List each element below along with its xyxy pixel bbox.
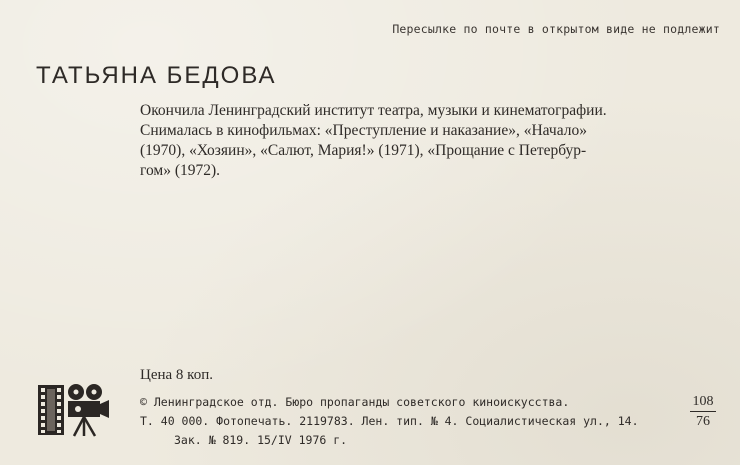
price-label: Цена 8 коп. (140, 367, 213, 383)
bio-line: Окончила Ленинградский институт театра, музыки и кинематографии. (140, 102, 607, 119)
imprint-line: Зак. № 819. 15/IV 1976 г. (174, 433, 348, 447)
bio-line: гом» (1972). (140, 162, 221, 179)
imprint-line: Т. 40 000. Фотопечать. 2119783. Лен. тип. № 4. Социалистическая ул., 14. (140, 414, 639, 428)
catalog-numerator: 108 (690, 394, 716, 412)
publisher-imprint (140, 393, 639, 450)
actress-name: ТАТЬЯНА БЕДОВА (36, 62, 277, 89)
bio-line: (1970), «Хозяин», «Салют, Мария!» (1971), «Прощание с Петербур- (140, 142, 587, 159)
bio-line: Снималась в кинофильмах: «Преступление и наказание», «Начало» (140, 122, 587, 139)
biography (140, 101, 720, 181)
catalog-number (690, 394, 716, 430)
film-camera-filmstrip-icon (38, 383, 110, 437)
postal-notice: Пересылке по почте в открытом виде не подлежит (392, 22, 720, 36)
catalog-denominator: 76 (696, 414, 710, 429)
imprint-line: © Ленинградское отд. Бюро пропаганды советского киноискусства. (140, 395, 570, 409)
